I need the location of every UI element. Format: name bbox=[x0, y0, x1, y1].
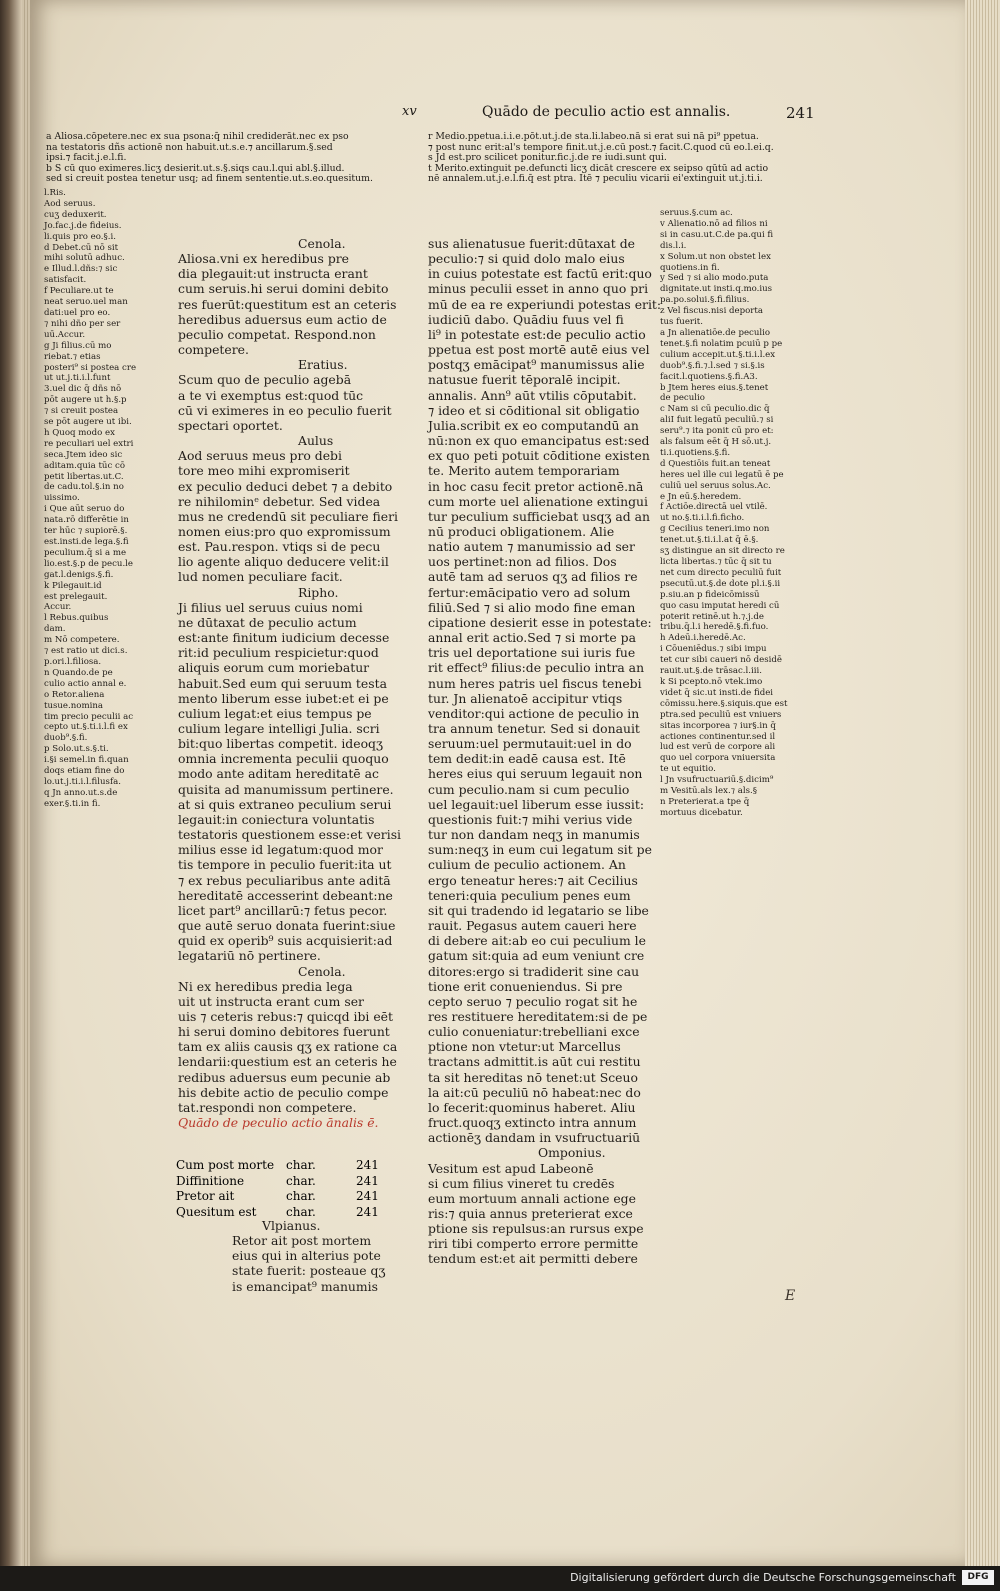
text-line: testatoris questionem esse:et verisi bbox=[178, 827, 402, 843]
gloss-line: se pōt augere ut ibi. bbox=[44, 417, 132, 428]
gloss-line: tet cur sibi caueri nō desidē bbox=[660, 655, 782, 666]
text-line: state fuerit: posteaue qʒ bbox=[232, 1263, 386, 1279]
gloss-line: seru⁹.⁊ ita ponit cū pro et: bbox=[660, 426, 774, 437]
text-line: tractans admittit.is aūt cui restitu bbox=[428, 1054, 641, 1070]
text-line: annal erit actio.Sed ⁊ si morte pa bbox=[428, 630, 636, 646]
gloss-line: de cadu.tol.§.in no bbox=[44, 482, 124, 493]
text-line: eius qui in alterius pote bbox=[232, 1248, 381, 1264]
text-line: ⁊ ideo et si cōditional sit obligatio bbox=[428, 402, 640, 418]
text-line: ris:⁊ quia annus preterierat exce bbox=[428, 1206, 633, 1221]
gloss-line: q Jn anno.ut.s.de bbox=[44, 787, 118, 798]
gloss-line: a Jn alienatiōe.de peculio bbox=[660, 327, 771, 338]
gloss-line: Jo.fac.j.de fideius. bbox=[44, 220, 122, 231]
text-line: his debite actio de peculio compe bbox=[178, 1084, 389, 1100]
gloss-line: uissimo. bbox=[44, 493, 80, 504]
gloss-line: peculium.q̄ si a me bbox=[44, 547, 127, 558]
gloss-line: poterit retinē.ut h.⁊.j.de bbox=[660, 611, 764, 622]
gloss-line: duob⁹.§.fi. bbox=[44, 733, 88, 744]
text-line: lio agente aliquo deducere velit:il bbox=[178, 554, 389, 570]
text-line: rauit. Pegasus autem caueri here bbox=[428, 918, 637, 934]
top-gloss-right bbox=[428, 132, 828, 185]
gloss-line: i.§i semel.in fi.quan bbox=[44, 755, 129, 766]
text-line: licet part⁹ ancillarū:⁊ fetus pecor. bbox=[178, 902, 388, 918]
gloss-line: s Jd est.pro scilicet ponitur.fic.j.de re iudi.sunt qui. bbox=[428, 152, 667, 164]
text-line: tis tempore in peculio fuerit:ita ut bbox=[178, 857, 392, 873]
text-line: bit:quo libertas competit. ideoqʒ bbox=[178, 736, 383, 752]
gloss-line: p.siu.an p fideicōmissū bbox=[660, 589, 760, 600]
gloss-line: exer.§.ti.in fi. bbox=[44, 798, 101, 809]
gloss-line: ⁊ si creuit postea bbox=[44, 406, 119, 417]
gloss-line: doqs etiam fine do bbox=[44, 766, 125, 777]
gloss-line: 3.uel dic q̄ dñs nō bbox=[44, 384, 122, 395]
text-line: culium legat:et eius tempus pe bbox=[178, 705, 372, 721]
text-line: eum mortuum annali actione ege bbox=[428, 1190, 636, 1206]
gloss-line: ptra.sed peculiū est vniuers bbox=[660, 709, 782, 720]
text-line: fruct.quoqʒ extincto intra annum bbox=[428, 1115, 637, 1131]
author-heading: Cenola. bbox=[298, 963, 346, 979]
text-line: legauit:in coniectura voluntatis bbox=[178, 811, 375, 827]
gloss-line: culium accepit.ut.§.ti.i.l.ex bbox=[660, 349, 776, 360]
text-line: di debere ait:ab eo cui peculium le bbox=[428, 933, 646, 949]
text-line: que autē seruo donata fuerint:siue bbox=[178, 918, 396, 934]
text-line: Scum quo de peculio agebā bbox=[178, 372, 352, 388]
paragraph bbox=[178, 372, 413, 433]
catchword: E bbox=[785, 1288, 796, 1304]
gloss-line: ipsi.⁊ facit.j.e.l.fi. bbox=[46, 152, 127, 164]
gloss-line: mortuus dicebatur. bbox=[660, 807, 743, 818]
table-cell: 241 bbox=[356, 1204, 379, 1219]
gloss-line: c Nam si cū peculio.dic q̄ bbox=[660, 404, 770, 415]
text-line: tur non dandam neqʒ in manumis bbox=[428, 827, 640, 843]
gloss-line: posteri⁹ si postea cre bbox=[44, 362, 137, 373]
text-line: lud nomen peculiare facit. bbox=[178, 569, 343, 585]
text-line: res fuerūt:questitum est an ceteris bbox=[178, 296, 397, 312]
gloss-line: f Peculiare.ut te bbox=[44, 286, 114, 297]
gloss-line: rauit.ut.§.de trāsac.l.iii. bbox=[660, 666, 762, 677]
text-line: actionēʒ dandam in vsufructuariū bbox=[428, 1130, 641, 1146]
text-line: annalis. Ann⁹ aūt vtilis cōputabit. bbox=[428, 387, 637, 403]
text-line: questionis fuit:⁊ mihi verius vide bbox=[428, 811, 633, 827]
text-line: culium legare intelligi Julia. scri bbox=[178, 721, 380, 736]
paragraph bbox=[178, 979, 413, 1115]
text-line: quid ex operib⁹ suis acquisierit:ad bbox=[178, 933, 393, 949]
text-line: te. Merito autem temporariam bbox=[428, 463, 620, 479]
gloss-line: ⁊ est ratio ut dici.s. bbox=[44, 646, 128, 657]
text-line: ta sit hereditas nō tenet:ut Sceuo bbox=[428, 1069, 638, 1085]
paragraph bbox=[178, 600, 413, 964]
text-line: ex quo peti potuit cōditione existen bbox=[428, 448, 650, 464]
text-line: riri tibi comperto errore permitte bbox=[428, 1236, 639, 1252]
text-line: est. Pau.respon. vtiqs si de pecu bbox=[178, 539, 381, 555]
gloss-line: de peculio bbox=[660, 393, 705, 404]
text-line: mento liberum esse iubet:et ei pe bbox=[178, 690, 389, 706]
gloss-line: quo casu imputat heredi cū bbox=[660, 600, 780, 611]
text-line: postqʒ emācipat⁹ manumissus alie bbox=[428, 357, 645, 373]
author-heading: Aulus bbox=[298, 433, 334, 449]
gloss-line: h Adeū.i.heredē.Ac. bbox=[660, 633, 746, 644]
text-line: gatum sit:quia ad eum veniunt cre bbox=[428, 948, 645, 964]
gloss-line: ter hūc ⁊ supiorē.§. bbox=[44, 526, 128, 537]
text-line: tam ex aliis causis qʒ ex ratione ca bbox=[178, 1039, 398, 1055]
gloss-line: sʒ distingue an sit directo re bbox=[660, 546, 785, 557]
text-line: est:ante finitum iudicium decesse bbox=[178, 630, 390, 646]
text-line: Julia.scribit ex eo computandū an bbox=[428, 417, 639, 433]
text-line: Ni ex heredibus predia lega bbox=[178, 978, 353, 994]
text-line: fertur:emācipatio vero ad solum bbox=[428, 584, 631, 600]
author-heading: Ripho. bbox=[298, 584, 339, 600]
gloss-line: a Aliosa.cōpetere.nec ex sua psona:q̄ nihil crediderāt.nec ex pso bbox=[46, 131, 349, 142]
gloss-line: petit libertas.ut.C. bbox=[44, 471, 124, 482]
text-line: ppetua est post mortē autē eius vel bbox=[428, 342, 650, 358]
text-line: nū:non ex quo emancipatus est:sed bbox=[428, 433, 650, 449]
gloss-line: cōmissu.here.§.siquis.que est bbox=[660, 698, 788, 709]
gloss-line: lud est verū de corpore ali bbox=[660, 742, 776, 753]
gloss-line: i Cōueniēdus.⁊ sibi impu bbox=[660, 644, 767, 655]
gloss-line: e Jn eū.§.heredem. bbox=[660, 491, 742, 502]
gloss-line: mihi solutū adhuc. bbox=[44, 253, 125, 264]
gloss-line: g Cecilius teneri.imo non bbox=[660, 524, 770, 535]
text-line: si cum filius vineret tu credēs bbox=[428, 1175, 615, 1191]
text-line: tra annum tenetur. Sed si donauit bbox=[428, 721, 640, 736]
gloss-line: tribu.q̄.l.i heredē.§.fi.fuo. bbox=[660, 622, 769, 633]
text-line: lendarii:questium est an ceteris he bbox=[178, 1054, 397, 1070]
gloss-line: nē annalem.ut.j.e.l.fi.q̄ est ptra. Itē ⁊ peculiu vicarii ei'extinguit ut.j.ti.i. bbox=[428, 173, 763, 185]
gloss-line: m Nō competere. bbox=[44, 635, 120, 646]
gloss-line: Aod seruus. bbox=[44, 198, 96, 209]
text-line: cum peculio.nam si cum peculio bbox=[428, 781, 630, 797]
text-line: competere. bbox=[178, 342, 249, 358]
text-line: ptione non vtetur:ut Marcellus bbox=[428, 1039, 621, 1055]
gloss-line: n Preterierat.a tpe q̄ bbox=[660, 796, 750, 807]
text-line: Aod seruus meus pro debi bbox=[178, 448, 342, 464]
text-line: sus alienatusue fuerit:dūtaxat de bbox=[428, 236, 635, 251]
gloss-line: l.Ris. bbox=[44, 188, 66, 198]
top-gloss-left bbox=[46, 132, 406, 185]
gloss-line: x Solum.ut non obstet lex bbox=[660, 251, 771, 262]
author-heading: Eratius. bbox=[298, 357, 348, 373]
gloss-line: dati:uel pro eo. bbox=[44, 307, 111, 318]
gloss-line: sitas incorporea ⁊ iur§.in q̄ bbox=[660, 720, 776, 731]
gloss-line: l Rebus.quibus bbox=[44, 613, 109, 624]
gloss-line: heres uel ille cui legatū ē pe bbox=[660, 469, 784, 480]
page-number: 241 bbox=[786, 104, 815, 122]
text-line: uit ut instructa erant cum ser bbox=[178, 993, 364, 1009]
table-cell: Cum post morte bbox=[176, 1158, 275, 1172]
gloss-line: h Quoq modo ex bbox=[44, 427, 115, 438]
gloss-line: satisfacit. bbox=[44, 275, 87, 286]
gloss-line: sed si creuit postea tenetur usq; ad finem sententie.ut.s.eo.quesitum. bbox=[46, 173, 373, 185]
text-line: nomen eius:pro quo expromissum bbox=[178, 523, 391, 539]
text-line: ⁊ ex rebus peculiaribus ante aditā bbox=[178, 872, 391, 888]
gloss-line: lo.ut.j.ti.i.l.filusfa. bbox=[44, 776, 121, 787]
text-line: ptione sis repulsus:an rursus expe bbox=[428, 1221, 644, 1237]
text-line: hi serui domino debitores fuerunt bbox=[178, 1024, 390, 1040]
text-line: heres eius qui seruum legauit non bbox=[428, 766, 643, 782]
text-line: omnia incrementa peculii quoquo bbox=[178, 751, 389, 767]
gloss-line: est.insti.de lega.§.fi bbox=[44, 537, 129, 547]
gloss-line: culio actio annal e. bbox=[44, 678, 127, 689]
gloss-line: seca.Jtem ideo sic bbox=[44, 449, 123, 460]
text-line: cum seruis.hi serui domini debito bbox=[178, 281, 389, 297]
gloss-line: ut no.§.ti.i.l.fi.ficho. bbox=[660, 513, 745, 524]
text-line: ditores:ergo si tradiderit sine cau bbox=[428, 963, 640, 979]
gloss-line: i Que aūt seruo do bbox=[44, 504, 125, 515]
text-line: aliquis eorum cum moriebatur bbox=[178, 660, 370, 676]
table-cell: Diffinitione bbox=[176, 1173, 245, 1188]
gloss-line: e Illud.l.dñs:⁊ sic bbox=[44, 264, 118, 275]
text-column-1 bbox=[178, 236, 413, 1130]
text-line: tem dedit:in eadē causa est. Itē bbox=[428, 751, 626, 767]
gloss-line: b Jtem heres eius.§.tenet bbox=[660, 382, 769, 393]
author-heading: Vlpianus. bbox=[262, 1218, 321, 1233]
table-row bbox=[176, 1189, 416, 1205]
paragraph bbox=[178, 448, 413, 584]
gloss-line: p.ori.l.filiosa. bbox=[44, 656, 102, 667]
table-cell: Pretor ait bbox=[176, 1189, 235, 1203]
gloss-line: tenet.§.fi nolatim pcuiū p pe bbox=[660, 338, 783, 349]
paragraph bbox=[178, 251, 413, 357]
text-line: habuit.Sed eum qui seruum testa bbox=[178, 675, 387, 691]
gloss-line: seruus.§.cum ac. bbox=[660, 208, 733, 218]
gloss-line: tenet.ut.§.ti.i.l.at q̄ ē.§. bbox=[660, 535, 759, 546]
gloss-line: dam. bbox=[44, 624, 66, 635]
gloss-line: ti.i.quotiens.§.fi. bbox=[660, 447, 731, 458]
gloss-line: cepto ut.§.ti.i.l.fi ex bbox=[44, 722, 128, 733]
text-line: tore meo mihi expromiserit bbox=[178, 463, 350, 479]
gloss-line: als falsum eēt q̄ H sō.ut.j. bbox=[660, 437, 772, 448]
author-heading: Cenola. bbox=[298, 236, 346, 251]
gloss-line: f Actiōe.directā uel vtilē. bbox=[660, 502, 768, 513]
text-line: dia plegauit:ut instructa erant bbox=[178, 266, 368, 282]
text-line: nū produci obligationem. Alie bbox=[428, 523, 615, 539]
gloss-line: Accur. bbox=[44, 602, 72, 613]
text-line: uel legauit:uel liberum esse iussit: bbox=[428, 796, 645, 812]
text-line: natusue fuerit tēporalē incipit. bbox=[428, 372, 621, 388]
gloss-line: ⁊ post nunc erit:al's tempore finit.ut.j.e.cū post.⁊ facit.C.quod cū eo.l.ei.q. bbox=[428, 141, 774, 153]
text-line: tendum est:et ait permitti debere bbox=[428, 1251, 638, 1267]
gloss-line: m Vesitū.als lex.⁊ als.§ bbox=[660, 786, 758, 797]
text-line: iudiciū dabo. Quādiu fuus vel fi bbox=[428, 311, 624, 327]
book-spine bbox=[0, 0, 22, 1591]
dfg-logo: DFG bbox=[962, 1570, 994, 1585]
gloss-line: facit.l.quotiens.§.fi.A3. bbox=[660, 371, 758, 382]
gloss-line: b S cū quo eximeres.licʒ desierit.ut.s.§.siqs cau.l.qui abl.§.illud. bbox=[46, 162, 345, 174]
text-line: sit qui tradendo id legatario se libe bbox=[428, 902, 649, 918]
text-line: spectari oportet. bbox=[178, 417, 283, 433]
gloss-line: riebat.⁊ etias bbox=[44, 351, 101, 362]
text-line: tur. Jn alienatoē accipitur vtiqs bbox=[428, 690, 623, 706]
text-line: is emancipat⁹ manumis bbox=[232, 1278, 378, 1294]
gloss-line: re peculiari uel extri bbox=[44, 438, 134, 449]
table-cell: Quesitum est bbox=[176, 1204, 257, 1219]
text-line: seruum:uel permutauit:uel in do bbox=[428, 736, 632, 752]
gloss-line: ut ut.j.ti.i.l.funt bbox=[44, 373, 111, 384]
text-line: peculio competat. Respond.non bbox=[178, 326, 376, 342]
text-line: num heres patris uel fiscus tenebi bbox=[428, 675, 642, 691]
table-cell: char. bbox=[286, 1158, 316, 1172]
text-line: legatariū nō pertinere. bbox=[178, 948, 321, 964]
folio-mark: xv bbox=[402, 104, 417, 119]
text-line: modo ante aditam hereditatē ac bbox=[178, 766, 379, 782]
gloss-line: p Solo.ut.s.§.ti. bbox=[44, 744, 109, 755]
text-line: venditor:qui actione de peculio in bbox=[428, 705, 640, 721]
gloss-line: duob⁹.§.fi.⁊.l.sed ⁊ si.§.is bbox=[660, 360, 765, 371]
text-column-2 bbox=[428, 236, 662, 1267]
gloss-line: actiones continentur.sed il bbox=[660, 731, 776, 742]
gloss-line: tus fuerit. bbox=[660, 317, 703, 328]
table-row bbox=[176, 1158, 416, 1174]
gloss-line: li.quis pro eo.§.i. bbox=[44, 231, 117, 242]
gloss-line: nata.rō differētie in bbox=[44, 515, 129, 526]
text-line: redibus aduersus eum pecunie ab bbox=[178, 1069, 391, 1085]
gloss-line: net cum directo peculiū fuit bbox=[660, 567, 782, 578]
text-line: culium de peculio actionem. An bbox=[428, 857, 626, 873]
text-line: natio autem ⁊ manumissio ad ser bbox=[428, 539, 635, 555]
gloss-line: cuʒ deduxerit. bbox=[44, 209, 107, 220]
text-column-1-end bbox=[232, 1218, 432, 1294]
gloss-line: dignitate.ut insti.q.mo.ius bbox=[660, 284, 773, 295]
gloss-line: o Retor.aliena bbox=[44, 689, 105, 700]
gloss-line: gat.l.denigs.§.fi. bbox=[44, 569, 114, 580]
gloss-line: uū.Accur. bbox=[44, 329, 86, 340]
gloss-line: pōt augere ut h.§.p bbox=[44, 395, 127, 406]
gloss-line: lio.est.§.p de pecu.le bbox=[44, 558, 134, 569]
text-line: minus peculii esset in anno quo pri bbox=[428, 281, 649, 297]
text-line: autē tam ad seruos qʒ ad filios re bbox=[428, 569, 638, 585]
text-line: lo fecerit:quominus haberet. Aliu bbox=[428, 1099, 636, 1115]
section-rubric: Quādo de peculio actio ānalis ē. bbox=[178, 1115, 379, 1131]
text-line: ex peculio deduci debet ⁊ a debito bbox=[178, 478, 393, 494]
gloss-line: l Jn vsufructuariū.§.dicim⁹ bbox=[660, 775, 774, 786]
text-line: culio conueniatur:trebelliani exce bbox=[428, 1024, 640, 1040]
gloss-line: si in casu.ut.C.de pa.qui fi bbox=[660, 229, 774, 240]
text-line: re nihilominᵉ debetur. Sed videa bbox=[178, 493, 381, 509]
text-line: peculio:⁊ si quid dolo malo eius bbox=[428, 251, 625, 267]
gloss-line: y Sed ⁊ si alio modo.puta bbox=[660, 273, 769, 284]
funding-credit: Digitalisierung gefördert durch die Deutsche Forschungsgemeinschaft bbox=[570, 1571, 956, 1584]
text-line: mū de ea re experiundi potestas erit: bbox=[428, 296, 662, 312]
text-line: uis ⁊ ceteris rebus:⁊ quicqd ibi eēt bbox=[178, 1008, 393, 1024]
gloss-line: neat seruo.uel man bbox=[44, 297, 128, 308]
gloss-line: d Questiōis fuit.an teneat bbox=[660, 458, 771, 469]
table-cell: char. bbox=[286, 1173, 316, 1188]
text-line: teneri:quia peculium penes eum bbox=[428, 887, 631, 903]
text-line: a te vi exemptus est:quod tūc bbox=[178, 387, 364, 403]
text-line: res restituere hereditatem:si de pe bbox=[428, 1008, 648, 1024]
text-line: in cuius potestate est factū erit:quo bbox=[428, 266, 652, 282]
page-fore-edge bbox=[965, 0, 1000, 1566]
table-cell: 241 bbox=[356, 1173, 379, 1188]
gloss-line: culiū uel seruus solus.Ac. bbox=[660, 480, 771, 491]
text-line: tione erit conueniendus. Si pre bbox=[428, 978, 623, 994]
text-line: sum:neqʒ in eum cui legatum sit pe bbox=[428, 842, 652, 858]
text-line: rit:id peculium respicietur:quod bbox=[178, 645, 379, 661]
gloss-line: psecutū.ut.§.de dote pl.i.§.ii bbox=[660, 578, 781, 589]
text-line: cipatione desierit esse in potestate: bbox=[428, 614, 652, 630]
left-gloss-column bbox=[44, 188, 169, 810]
gloss-line: aditam.quia tūc cō bbox=[44, 460, 125, 471]
gloss-line: k Si pcepto.nō vtek.imo bbox=[660, 676, 763, 687]
text-line: Vesitum est apud Labeonē bbox=[428, 1160, 594, 1176]
gloss-line: z Vel fiscus.nisi deporta bbox=[660, 306, 763, 317]
text-line: li⁹ in potestate est:de peculio actio bbox=[428, 326, 646, 342]
text-line: tat.respondi non competere. bbox=[178, 1099, 357, 1115]
text-line: cum morte uel alienatione extingui bbox=[428, 493, 648, 509]
text-line: quisita ad manumissum pertinere. bbox=[178, 781, 394, 797]
gloss-line: na testatoris dñs actionē non habuit.ut.s.e.⁊ ancillarum.§.sed bbox=[46, 141, 333, 153]
text-line: cepto seruo ⁊ peculio rogat sit he bbox=[428, 993, 638, 1009]
table-cell: char. bbox=[286, 1204, 316, 1219]
author-heading: Omponius. bbox=[538, 1145, 606, 1161]
text-line: milius esse id legatum:quod mor bbox=[178, 842, 383, 858]
text-line: la ait:cū peculiū nō habeat:nec do bbox=[428, 1084, 641, 1100]
table-cell: 241 bbox=[356, 1158, 379, 1172]
text-line: cū vi eximeres in eo peculio fuerit bbox=[178, 402, 392, 418]
table-cell: 241 bbox=[356, 1189, 379, 1203]
gloss-line: n Quando.de pe bbox=[44, 667, 113, 678]
gloss-line: te ut equitio. bbox=[660, 764, 716, 775]
text-line: hereditatē accesserint debeant:ne bbox=[178, 887, 393, 903]
text-line: tris uel deportatione sui iuris fue bbox=[428, 645, 636, 661]
right-gloss-column bbox=[660, 208, 820, 819]
text-line: ne dūtaxat de peculio actum bbox=[178, 614, 357, 630]
text-line: mus ne credendū sit peculiare fieri bbox=[178, 508, 398, 524]
gloss-line: t Merito.extinguit pe.defuncti licʒ dicāt crescere ex seipso qūtū ad actio bbox=[428, 162, 769, 174]
gloss-line: quotiens.in fi. bbox=[660, 262, 720, 273]
running-header bbox=[0, 104, 1000, 128]
text-line: Retor ait post mortem bbox=[232, 1233, 372, 1249]
gloss-line: g Ji filius.cū mo bbox=[44, 340, 112, 351]
gloss-line: quo uel corpora vniuersita bbox=[660, 753, 776, 764]
text-line: ergo teneatur heres:⁊ ait Cecilius bbox=[428, 872, 638, 888]
gloss-line: v Alienatio.nō ad filios ni bbox=[660, 218, 768, 229]
contents-table bbox=[176, 1158, 416, 1220]
gloss-line: d Debet.cū nō sit bbox=[44, 242, 119, 253]
text-line: heredibus aduersus eum actio de bbox=[178, 311, 387, 327]
gloss-line: tim precio peculii ac bbox=[44, 711, 134, 722]
gloss-line: pa.po.solui.§.fi.filius. bbox=[660, 295, 750, 306]
gloss-line: est prelegauit. bbox=[44, 591, 108, 602]
table-cell: char. bbox=[286, 1189, 316, 1203]
gloss-line: k Pilegauit.id bbox=[44, 580, 102, 591]
gloss-line: ⁊ nihi dño per ser bbox=[44, 318, 121, 329]
text-line: uos pertinet:non ad filios. Dos bbox=[428, 554, 617, 570]
gloss-line: tusue.nomina bbox=[44, 700, 104, 711]
text-line: in hoc casu fecit pretor actionē.nā bbox=[428, 478, 644, 494]
text-line: rit effect⁹ filius:de peculio intra an bbox=[428, 660, 645, 676]
gloss-line: r Medio.ppetua.i.i.e.pōt.ut.j.de sta.li.labeo.nā si erat sui nā pi⁹ ppetua. bbox=[428, 131, 759, 142]
table-row bbox=[176, 1174, 416, 1190]
gloss-line: videt q̄ sic.ut insti.de fidei bbox=[660, 687, 774, 698]
gloss-line: licta libertas.⁊ tūc q̄ sit tu bbox=[660, 557, 772, 567]
footer-bar bbox=[0, 1566, 1000, 1591]
text-line: at si quis extraneo peculium serui bbox=[178, 796, 392, 812]
text-line: Aliosa.vni ex heredibus pre bbox=[178, 251, 350, 267]
running-title: Quādo de peculio actio est annalis. bbox=[482, 104, 731, 120]
gloss-line: dis.l.i. bbox=[660, 240, 687, 251]
text-line: tur peculium sufficiebat usqʒ ad an bbox=[428, 508, 651, 524]
text-line: filiū.Sed ⁊ si alio modo fine eman bbox=[428, 599, 636, 615]
text-line: Ji filius uel seruus cuius nomi bbox=[178, 599, 363, 615]
gloss-line: aliI fuit legatū peculiū.⁊ si bbox=[660, 415, 774, 426]
paragraph bbox=[232, 1233, 432, 1294]
